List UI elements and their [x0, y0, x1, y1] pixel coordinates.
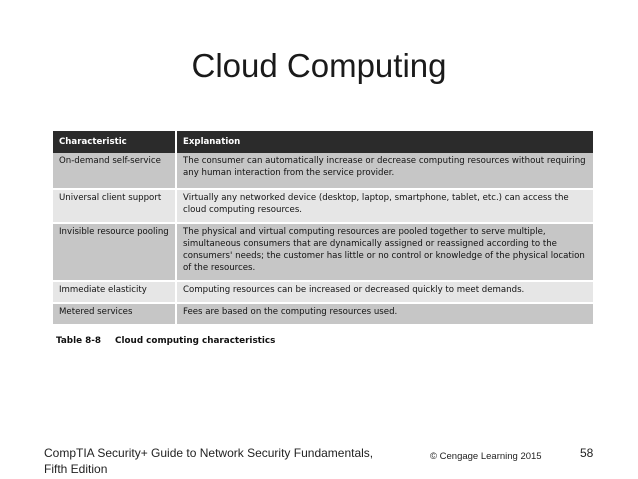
table-row [53, 303, 593, 325]
table-row [53, 189, 593, 223]
characteristic-cell: Metered services [53, 303, 176, 325]
characteristic-cell: Universal client support [53, 189, 176, 223]
footer-copyright: © Cengage Learning 2015 [430, 451, 542, 462]
column-header-explanation: Explanation [176, 131, 593, 153]
table [53, 131, 593, 326]
table-row [53, 153, 593, 189]
table-row [53, 281, 593, 303]
table-caption-text: Cloud computing characteristics [115, 336, 276, 346]
slide-title: Cloud Computing [191, 47, 447, 84]
explanation-cell: The consumer can automatically increase or decrease computing resources without requiring any human interaction from the service provider. [176, 153, 593, 189]
characteristic-cell: Invisible resource pooling [53, 223, 176, 281]
table-caption [56, 336, 275, 346]
explanation-cell: The physical and virtual computing resources are pooled together to serve multiple, simultaneous consumers that are dynamically assigned or reassigned according to the consumers' needs; the customer has little or no control or knowledge of the physical location of the resources. [176, 223, 593, 281]
footer-book-line-1: CompTIA Security+ Guide to Network Security Fundamentals, [44, 446, 374, 460]
explanation-cell: Computing resources can be increased or decreased quickly to meet demands. [176, 281, 593, 303]
column-header-characteristic: Characteristic [53, 131, 176, 153]
explanation-cell: Fees are based on the computing resources used. [176, 303, 593, 325]
cloud-characteristics-table [53, 131, 593, 326]
characteristic-cell: Immediate elasticity [53, 281, 176, 303]
table-row [53, 223, 593, 281]
footer-book-title [44, 445, 373, 477]
table-header-row [53, 131, 593, 153]
characteristic-cell: On-demand self-service [53, 153, 176, 189]
footer-book-line-2: Fifth Edition [44, 462, 108, 476]
page-number: 58 [580, 446, 594, 460]
explanation-cell: Virtually any networked device (desktop, laptop, smartphone, tablet, etc.) can access the cloud computing resources. [176, 189, 593, 223]
table-caption-number: Table 8-8 [56, 336, 102, 346]
